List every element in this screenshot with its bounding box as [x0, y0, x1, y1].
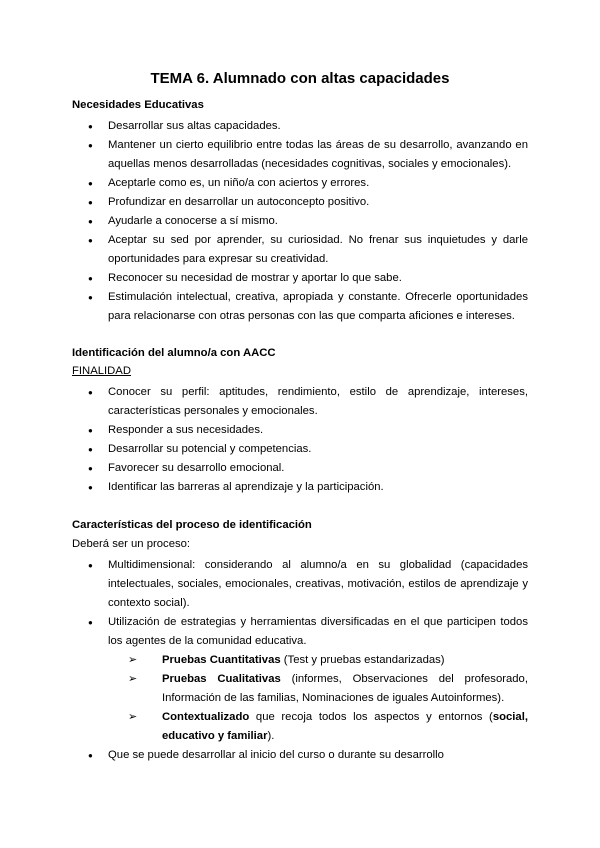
- subheading-finalidad: FINALIDAD: [72, 365, 132, 377]
- list-item-text: Utilización de estrategias y herramientas diversificadas en el que participen todos los agentes de la comunidad educativa.: [108, 616, 528, 647]
- list-item: ● Reconocer su necesidad de mostrar y aportar lo que sabe.: [72, 269, 528, 288]
- list-finalidad: [72, 383, 528, 497]
- list-necesidades: [72, 117, 528, 326]
- sublist-item: [126, 670, 528, 708]
- list-item: ● Multidimensional: considerando al alumno/a en su globalidad (capacidades intelectuales, sociales, emocionales, creativas, motivación, estilos de aprendizaje y contexto social).: [72, 556, 528, 613]
- sublist-item-bold: Pruebas Cuantitativas: [162, 654, 281, 666]
- sublist-item-text: que recoja todos los aspectos y entornos (: [249, 711, 493, 723]
- list-item: ● Que se puede desarrollar al inicio del curso o durante su desarrollo: [72, 746, 528, 765]
- sublist-item: [126, 708, 528, 746]
- sublist-item-bold: Pruebas Cualitativas: [162, 673, 281, 685]
- intro-text: Deberá ser un proceso:: [72, 538, 191, 550]
- section-heading-identificacion: Identificación del alumno/a con AACC: [72, 347, 276, 359]
- list-item: ● Conocer su perfil: aptitudes, rendimiento, estilo de aprendizaje, intereses, características personales y emocionales.: [72, 383, 528, 421]
- sublist-item-bold: social, educativo y familiar: [162, 711, 528, 742]
- list-caracteristicas: [72, 556, 528, 765]
- list-item: ● Aceptar su sed por aprender, su curiosidad. No frenar sus inquietudes y darle oportunidades para expresar su creatividad.: [72, 231, 528, 269]
- list-item: ● Favorecer su desarrollo emocional.: [72, 459, 528, 478]
- list-item: ● Identificar las barreras al aprendizaje y la participación.: [72, 478, 528, 497]
- list-item: ● Desarrollar su potencial y competencias.: [72, 440, 528, 459]
- sublist-item-text: (informes, Observaciones del profesorado, Información de las familias, Nominaciones de iguales Autoinformes).: [162, 673, 528, 704]
- sublist-item-bold: Contextualizado: [162, 711, 250, 723]
- section-heading-necesidades: Necesidades Educativas: [72, 99, 204, 111]
- list-item: ● Ayudarle a conocerse a sí mismo.: [72, 212, 528, 231]
- list-item: ● Desarrollar sus altas capacidades.: [72, 117, 528, 136]
- sublist-item: [126, 651, 528, 670]
- list-item: [72, 613, 528, 746]
- list-item: ● Mantener un cierto equilibrio entre todas las áreas de su desarrollo, avanzando en aquellas menos desarrolladas (necesidades cognitivas, sociales y emocionales).: [72, 136, 528, 174]
- sublist-item-text: (Test y pruebas estandarizadas): [280, 654, 445, 666]
- section-heading-caracteristicas: Características del proceso de identificación: [72, 519, 312, 531]
- list-item: ● Estimulación intelectual, creativa, apropiada y constante. Ofrecerle oportunidades para relacionarse con otras personas con las que comparta aficiones e intereses.: [72, 288, 528, 326]
- sublist-item-text: ).: [267, 730, 275, 742]
- page-title: TEMA 6. Alumnado con altas capacidades: [150, 70, 450, 87]
- sublist-herramientas: [108, 651, 528, 746]
- list-item: ● Profundizar en desarrollar un autoconcepto positivo.: [72, 193, 528, 212]
- list-item: ● Responder a sus necesidades.: [72, 421, 528, 440]
- list-item: ● Aceptarle como es, un niño/a con aciertos y errores.: [72, 174, 528, 193]
